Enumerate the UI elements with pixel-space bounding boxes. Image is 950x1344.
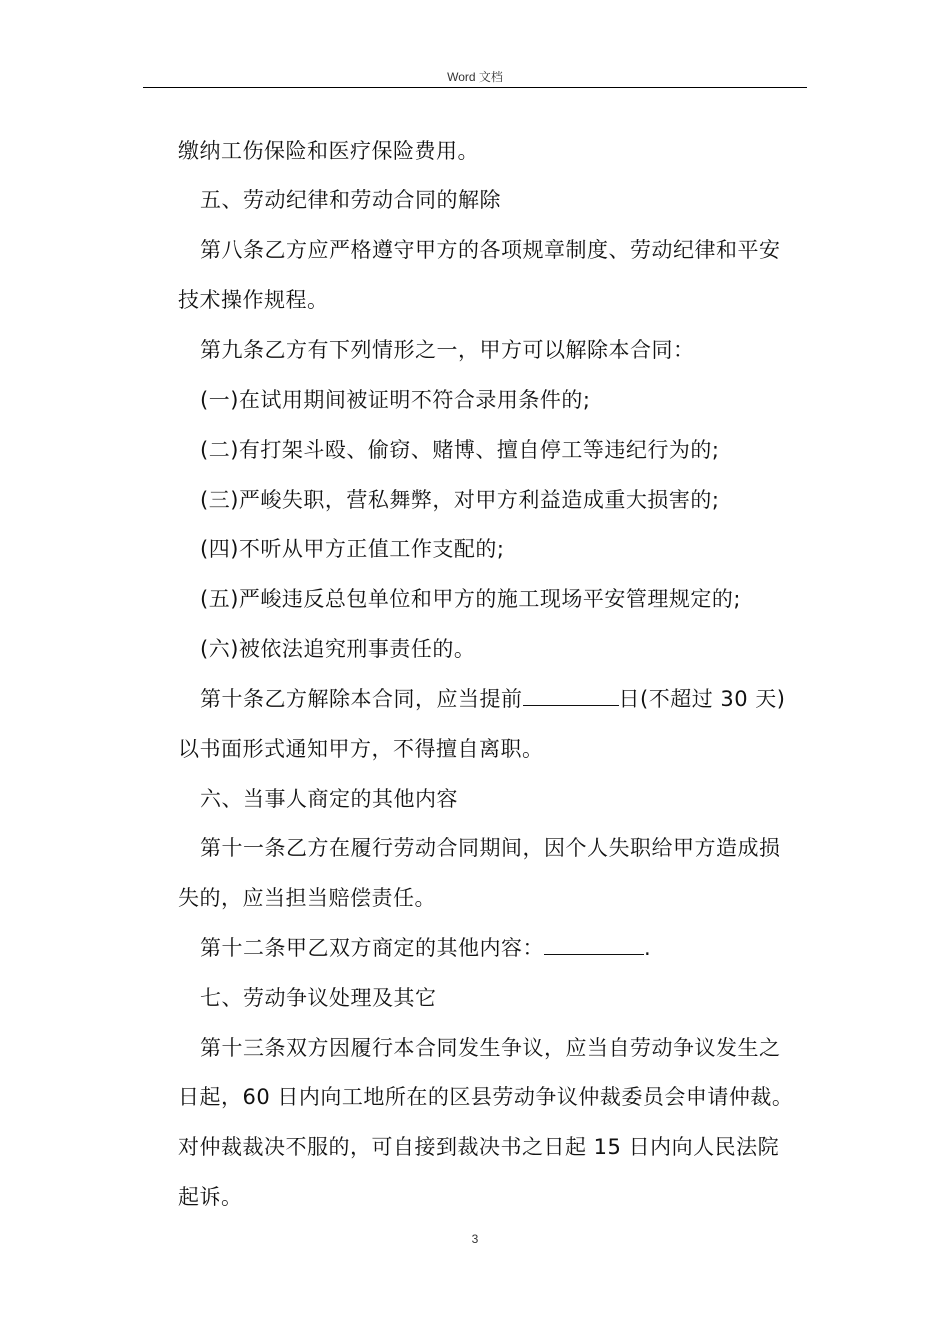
- paragraph-line: 失的，应当担当赔偿责任。: [178, 886, 436, 910]
- section-heading: 七、劳动争议处理及其它: [200, 986, 437, 1010]
- paragraph-line: 第十三条双方因履行本合同发生争议，应当自劳动争议发生之: [200, 1036, 781, 1060]
- list-item: (五)严峻违反总包单位和甲方的施工现场平安管理规定的;: [200, 587, 741, 611]
- clause-10-text-after: 日(不超过 30 天): [618, 687, 786, 711]
- clause-10-line: [200, 685, 785, 713]
- page-header-label: Word 文档: [447, 70, 503, 84]
- fill-in-blank[interactable]: [544, 934, 644, 955]
- paragraph-line: 缴纳工伤保险和医疗保险费用。: [178, 139, 479, 163]
- paragraph-line: 第九条乙方有下列情形之一，甲方可以解除本合同：: [200, 338, 695, 362]
- clause-12-text-after: .: [644, 936, 652, 960]
- list-item: (三)严峻失职，营私舞弊，对甲方利益造成重大损害的;: [200, 488, 720, 512]
- paragraph-line: 第八条乙方应严格遵守甲方的各项规章制度、劳动纪律和平安: [200, 238, 781, 262]
- list-item: (四)不听从甲方正值工作支配的;: [200, 537, 505, 561]
- fill-in-blank[interactable]: [523, 685, 619, 706]
- clause-12-text-before: 第十二条甲乙双方商定的其他内容：: [200, 936, 544, 960]
- header-rule: [143, 87, 807, 88]
- clause-10-text-before: 第十条乙方解除本合同，应当提前: [200, 687, 523, 711]
- paragraph-line: 技术操作规程。: [178, 288, 329, 312]
- paragraph-line: 起诉。: [178, 1185, 243, 1209]
- section-heading: 六、当事人商定的其他内容: [200, 787, 458, 811]
- list-item: (二)有打架斗殴、偷窃、赌博、擅自停工等违纪行为的;: [200, 438, 720, 462]
- paragraph-line: 对仲裁裁决不服的，可自接到裁决书之日起 15 日内向人民法院: [178, 1135, 780, 1159]
- page-number: 3: [471, 1232, 479, 1246]
- paragraph-line: 第十一条乙方在履行劳动合同期间，因个人失职给甲方造成损: [200, 836, 781, 860]
- section-heading: 五、劳动纪律和劳动合同的解除: [200, 188, 501, 212]
- paragraph-line: 以书面形式通知甲方，不得擅自离职。: [178, 737, 544, 761]
- clause-12-line: [200, 934, 651, 962]
- list-item: (一)在试用期间被证明不符合录用条件的;: [200, 388, 591, 412]
- paragraph-line: 日起，60 日内向工地所在的区县劳动争议仲裁委员会申请仲裁。: [178, 1085, 794, 1109]
- list-item: (六)被依法追究刑事责任的。: [200, 637, 476, 661]
